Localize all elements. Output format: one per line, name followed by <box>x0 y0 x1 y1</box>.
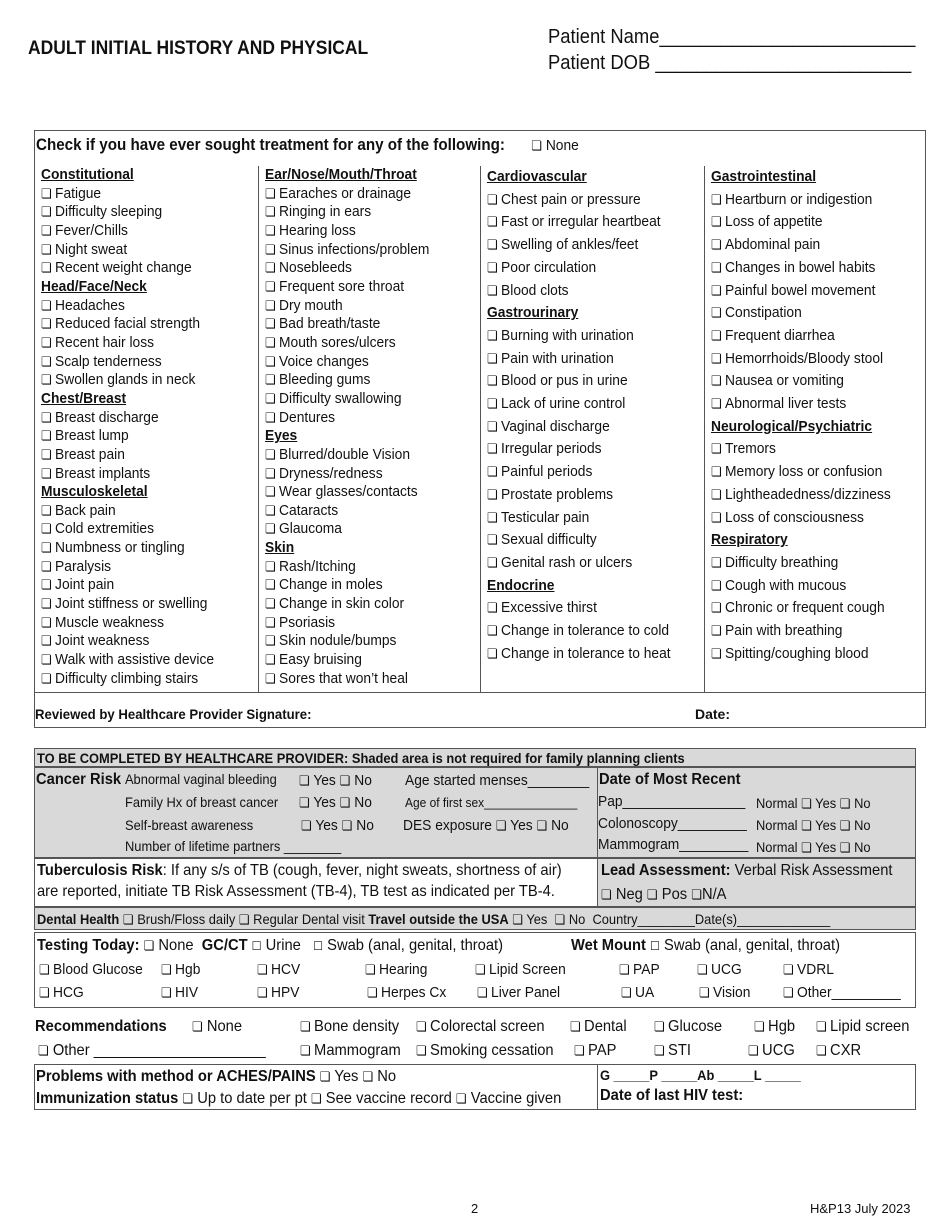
test-hcg[interactable]: ❏ HCG <box>39 984 84 1001</box>
test-other[interactable]: ❏ Other_________ <box>783 984 901 1001</box>
checkbox-recent-hair-loss[interactable]: ❏ Recent hair loss <box>41 333 155 351</box>
checkbox-icon: ❏ <box>487 532 502 548</box>
checkbox-testicular-pain[interactable]: ❏ Testicular pain <box>487 508 590 526</box>
history-question: Check if you have ever sought treatment for any of the following: ❏ None <box>36 136 579 154</box>
checkbox-icon: ❏ <box>41 204 56 220</box>
checkbox-rash-itching[interactable]: ❏ Rash/Itching <box>265 557 356 575</box>
checkbox-wear-glasses-contacts[interactable]: ❏ Wear glasses/contacts <box>265 483 418 501</box>
dental-visit-option[interactable]: Regular Dental visit <box>253 911 365 927</box>
checkbox-icon: ❏ <box>265 614 280 630</box>
checkbox-spitting-coughing-blood[interactable]: ❏ Spitting/coughing blood <box>711 644 869 662</box>
checkbox-icon: ❏ <box>265 558 280 574</box>
patient-dob-field[interactable]: Patient DOB _________________________ <box>548 52 912 74</box>
checkbox-headaches[interactable]: ❏ Headaches <box>41 296 125 314</box>
checkbox-dry-mouth[interactable]: ❏ Dry mouth <box>265 296 343 314</box>
checkbox-joint-weakness[interactable]: ❏ Joint weakness <box>41 632 150 650</box>
checkbox-icon: ❏ <box>711 600 726 616</box>
checkbox-icon: ❏ <box>41 260 56 276</box>
checkbox-back-pain[interactable]: ❏ Back pain <box>41 501 116 519</box>
other-recommendation-field[interactable]: ❏ Other _____________________ <box>38 1042 266 1059</box>
lead-assessment-section: Lead Assessment: Verbal Risk Assessment ❏ Neg ❏ Pos ❏N/A <box>597 858 916 907</box>
checkbox-change-in-moles[interactable]: ❏ Change in moles <box>265 576 383 594</box>
checkbox-icon: ❏ <box>41 372 56 388</box>
self-breast-yes-no[interactable]: ❏ Yes ❏ No <box>301 817 374 834</box>
test-hcv[interactable]: ❏ HCV <box>257 961 301 978</box>
checkbox-icon: ❏ <box>711 645 726 661</box>
checkbox-fatigue[interactable]: ❏ Fatigue <box>41 184 102 202</box>
checkbox-icon: ❏ <box>265 353 280 369</box>
recommend-smoking-cessation[interactable]: ❏ Smoking cessation <box>416 1042 554 1059</box>
checkbox-joint-stiffness-or-swelling[interactable]: ❏ Joint stiffness or swelling <box>41 595 208 613</box>
checkbox-swollen-glands-in-neck[interactable]: ❏ Swollen glands in neck <box>41 371 196 389</box>
checkbox-cough-with-mucous[interactable]: ❏ Cough with mucous <box>711 576 847 594</box>
checkbox-prostate-problems[interactable]: ❏ Prostate problems <box>487 485 614 503</box>
recommend-bone-density[interactable]: ❏ Bone density <box>300 1018 400 1035</box>
section-heading-endocrine: Endocrine <box>487 576 555 594</box>
abnormal-bleeding-yes-no[interactable]: ❏ Yes ❏ No <box>299 772 372 789</box>
checkbox-icon: ❏ <box>41 353 56 369</box>
checkbox-icon: ❏ <box>265 409 280 425</box>
lifetime-partners-field[interactable]: Number of lifetime partners ________ <box>125 838 342 854</box>
checkbox-difficulty-swallowing[interactable]: ❏ Difficulty swallowing <box>265 389 402 407</box>
checkbox-blood-or-pus-in-urine[interactable]: ❏ Blood or pus in urine <box>487 372 628 390</box>
checkbox-icon: ❏ <box>265 260 280 276</box>
test-vision[interactable]: ❏ Vision <box>699 984 751 1001</box>
test-lipid-screen[interactable]: ❏ Lipid Screen <box>475 961 566 978</box>
checkbox-hearing-loss[interactable]: ❏ Hearing loss <box>265 221 356 239</box>
section-heading-gastrourinary: Gastrourinary <box>487 304 579 322</box>
checkbox-heartburn-or-indigestion[interactable]: ❏ Heartburn or indigestion <box>711 190 873 208</box>
checkbox-psoriasis[interactable]: ❏ Psoriasis <box>265 613 336 631</box>
mammogram-date-field[interactable]: Mammogram_________ <box>598 836 749 853</box>
test-hiv[interactable]: ❏ HIV <box>161 984 199 1001</box>
checkbox-easy-bruising[interactable]: ❏ Easy bruising <box>265 651 362 669</box>
checkbox-icon: ❏ <box>41 297 56 313</box>
test-pap[interactable]: ❏ PAP <box>619 961 660 978</box>
checkbox-icon: ❏ <box>487 623 502 639</box>
checkbox-icon: ❏ <box>711 191 726 207</box>
checkbox-loss-of-consciousness[interactable]: ❏ Loss of consciousness <box>711 508 864 526</box>
checkbox-icon: ❏ <box>265 334 280 350</box>
checkbox-icon: ❏ <box>711 623 726 639</box>
recommend-mammogram[interactable]: ❏ Mammogram <box>300 1042 401 1059</box>
checkbox-icon: ❏ <box>41 465 56 481</box>
section-heading-ear-nose-mouth-throat: Ear/Nose/Mouth/Throat <box>265 166 417 183</box>
checkbox-icon: ❏ <box>487 600 502 616</box>
checkbox-abdominal-pain[interactable]: ❏ Abdominal pain <box>711 236 821 254</box>
checkbox-icon: ❏ <box>265 204 280 220</box>
test-vdrl[interactable]: ❏ VDRL <box>783 961 834 978</box>
immunization-see-vaccine-record[interactable]: ❏ See vaccine record <box>310 1090 452 1107</box>
recommend-hgb[interactable]: ❏ Hgb <box>754 1018 796 1035</box>
checkbox-icon: ❏ <box>711 259 726 275</box>
checkbox-icon: ❏ <box>41 222 56 238</box>
checkbox-fever-chills[interactable]: ❏ Fever/Chills <box>41 221 128 239</box>
checkbox-frequent-diarrhea[interactable]: ❏ Frequent diarrhea <box>711 326 835 344</box>
checkbox-icon: ❏ <box>41 596 56 612</box>
checkbox-icon: ❏ <box>531 138 542 153</box>
checkbox-earaches-or-drainage[interactable]: ❏ Earaches or drainage <box>265 184 412 202</box>
checkbox-painful-periods[interactable]: ❏ Painful periods <box>487 463 593 481</box>
checkbox-icon: ❏ <box>265 577 280 593</box>
checkbox-paralysis[interactable]: ❏ Paralysis <box>41 557 112 575</box>
checkbox-icon: ❏ <box>487 554 502 570</box>
checkbox-icon: ❏ <box>41 185 56 201</box>
gpal-hiv-section <box>597 1064 916 1110</box>
checkbox-cold-extremities[interactable]: ❏ Cold extremities <box>41 520 155 538</box>
checkbox-blurred-double-vision[interactable]: ❏ Blurred/double Vision <box>265 445 411 463</box>
checkbox-excessive-thirst[interactable]: ❏ Excessive thirst <box>487 599 597 617</box>
checkbox-icon: ❏ <box>487 486 502 502</box>
checkbox-icon: ❏ <box>265 652 280 668</box>
family-hx-yes-no[interactable]: ❏ Yes ❏ No <box>299 794 372 811</box>
checkbox-icon: ❏ <box>487 282 502 298</box>
testing-today-section: Testing Today: ❏ None GC/CT ☐ Urine ☐ Swab (anal, genital, throat) Wet Mount ☐ Swab (anal, genital, throat) ❏ Blood Glucose ❏ Hgb ❏ HCV ❏ Hearing ❏ Lipid Screen ❏ PAP ❏ UCG ❏ VDRL ❏ HCG ❏ HIV ❏ HPV ❏ Herpes Cx ❏ Liver Panel ❏ UA ❏ Vision ❏ Other_________ <box>34 932 916 1008</box>
checkbox-dryness-redness[interactable]: ❏ Dryness/redness <box>265 464 383 482</box>
test-ua[interactable]: ❏ UA <box>621 984 655 1001</box>
checkbox-change-in-tolerance-to-cold[interactable]: ❏ Change in tolerance to cold <box>487 622 670 640</box>
recommend-lipid-screen[interactable]: ❏ Lipid screen <box>816 1018 910 1035</box>
section-heading-head-face-neck: Head/Face/Neck <box>41 277 147 295</box>
checkbox-breast-implants[interactable]: ❏ Breast implants <box>41 464 151 482</box>
test-hearing[interactable]: ❏ Hearing <box>365 961 428 978</box>
checkbox-icon: ❏ <box>487 645 502 661</box>
checkbox-icon: ❏ <box>265 502 280 518</box>
checkbox-icon: ❏ <box>265 185 280 201</box>
checkbox-icon: ❏ <box>265 297 280 313</box>
checkbox-icon: ❏ <box>711 214 726 230</box>
checkbox-icon: ❏ <box>487 327 502 343</box>
checkbox-icon: ❏ <box>41 409 56 425</box>
checkbox-tremors[interactable]: ❏ Tremors <box>711 440 776 458</box>
section-heading-neurological-psychiatric: Neurological/Psychiatric <box>711 417 873 435</box>
checkbox-icon: ❏ <box>487 237 502 253</box>
checkbox-bad-breath-taste[interactable]: ❏ Bad breath/taste <box>265 315 381 333</box>
immunization-vaccine-given[interactable]: ❏ Vaccine given <box>455 1090 562 1107</box>
checkbox-vaginal-discharge[interactable]: ❏ Vaginal discharge <box>487 417 610 435</box>
checkbox-icon: ❏ <box>711 464 726 480</box>
checkbox-icon: ❏ <box>265 596 280 612</box>
checkbox-icon: ❏ <box>711 554 726 570</box>
checkbox-icon: ❏ <box>41 241 56 257</box>
checkbox-abnormal-liver-tests[interactable]: ❏ Abnormal liver tests <box>711 395 847 413</box>
checkbox-cataracts[interactable]: ❏ Cataracts <box>265 501 339 519</box>
gpal-field[interactable]: G _____P _____Ab _____L _____ <box>600 1067 801 1083</box>
checkbox-loss-of-appetite[interactable]: ❏ Loss of appetite <box>711 213 823 231</box>
section-heading-respiratory: Respiratory <box>711 531 788 549</box>
checkbox-swelling-of-ankles-feet[interactable]: ❏ Swelling of ankles/feet <box>487 236 639 254</box>
test-blood-glucose[interactable]: ❏ Blood Glucose <box>39 961 143 978</box>
checkbox-icon: ❏ <box>265 446 280 462</box>
checkbox-change-in-tolerance-to-heat[interactable]: ❏ Change in tolerance to heat <box>487 644 671 662</box>
checkbox-numbness-or-tingling[interactable]: ❏ Numbness or tingling <box>41 539 185 557</box>
checkbox-difficulty-breathing[interactable]: ❏ Difficulty breathing <box>711 553 839 571</box>
section-heading-cardiovascular: Cardiovascular <box>487 168 587 185</box>
checkbox-icon: ❏ <box>711 237 726 253</box>
checkbox-icon: ❏ <box>41 540 56 556</box>
pap-date-field[interactable]: Pap________________ <box>598 793 746 810</box>
provider-signature-label: Reviewed by Healthcare Provider Signature: <box>35 706 312 722</box>
checkbox-pain-with-urination[interactable]: ❏ Pain with urination <box>487 349 614 367</box>
checkbox-memory-loss-or-confusion[interactable]: ❏ Memory loss or confusion <box>711 463 883 481</box>
colonoscopy-date-field[interactable]: Colonoscopy_________ <box>598 815 747 832</box>
section-heading-eyes: Eyes <box>265 427 298 445</box>
signature-date-label: Date: <box>695 706 731 722</box>
history-column-4 <box>705 166 927 692</box>
checkbox-muscle-weakness[interactable]: ❏ Muscle weakness <box>41 613 164 631</box>
checkbox-icon: ❏ <box>41 558 56 574</box>
checkbox-chest-pain-or-pressure[interactable]: ❏ Chest pain or pressure <box>487 190 641 208</box>
checkbox-icon: ❏ <box>487 214 502 230</box>
provider-banner: TO BE COMPLETED BY HEALTHCARE PROVIDER: Shaded area is not required for family planning clients <box>34 748 916 767</box>
checkbox-icon: ❏ <box>41 446 56 462</box>
checkbox-sores-that-won-t-heal[interactable]: ❏ Sores that won’t heal <box>265 669 408 687</box>
checkbox-icon: ❏ <box>487 373 502 389</box>
checkbox-icon: ❏ <box>711 577 726 593</box>
recommend-colorectal-screen[interactable]: ❏ Colorectal screen <box>416 1018 545 1035</box>
checkbox-skin-nodule-bumps[interactable]: ❏ Skin nodule/bumps <box>265 632 397 650</box>
checkbox-sexual-difficulty[interactable]: ❏ Sexual difficulty <box>487 531 597 549</box>
form-title: ADULT INITIAL HISTORY AND PHYSICAL <box>28 38 369 59</box>
history-section <box>34 130 926 728</box>
immunization-up-to-date-per-pt[interactable]: ❏ Up to date per pt <box>182 1090 307 1107</box>
checkbox-fast-or-irregular-heartbeat[interactable]: ❏ Fast or irregular heartbeat <box>487 213 661 231</box>
lead-options[interactable]: ❏ Neg ❏ Pos ❏N/A <box>601 886 727 903</box>
checkbox-icon: ❏ <box>711 396 726 412</box>
pap-normal[interactable]: Normal ❏ Yes ❏ No <box>756 795 871 811</box>
checkbox-icon: ❏ <box>265 278 280 294</box>
checkbox-changes-in-bowel-habits[interactable]: ❏ Changes in bowel habits <box>711 258 876 276</box>
checkbox-icon: ❏ <box>41 577 56 593</box>
checkbox-joint-pain[interactable]: ❏ Joint pain <box>41 576 115 594</box>
checkbox-frequent-sore-throat[interactable]: ❏ Frequent sore throat <box>265 277 405 295</box>
recommend-cxr[interactable]: ❏ CXR <box>816 1042 862 1059</box>
checkbox-icon: ❏ <box>41 334 56 350</box>
checkbox-difficulty-sleeping[interactable]: ❏ Difficulty sleeping <box>41 203 163 221</box>
checkbox-icon: ❏ <box>487 350 502 366</box>
checkbox-change-in-skin-color[interactable]: ❏ Change in skin color <box>265 595 405 613</box>
checkbox-icon: ❏ <box>265 241 280 257</box>
tuberculosis-section: Tuberculosis Risk: If any s/s of TB (cough, fever, night sweats, shortness of air) are reported, initiate TB Risk Assessment (TB-4), TB test as indicated per TB-4. <box>34 858 598 907</box>
checkbox-icon: ❏ <box>265 316 280 332</box>
checkbox-icon: ❏ <box>41 670 56 686</box>
checkbox-icon: ❏ <box>487 418 502 434</box>
checkbox-icon: ❏ <box>711 327 726 343</box>
page-number: 2 <box>471 1201 479 1216</box>
checkbox-icon: ❏ <box>265 390 280 406</box>
checkbox-icon: ❏ <box>41 652 56 668</box>
checkbox-lack-of-urine-control[interactable]: ❏ Lack of urine control <box>487 395 626 413</box>
section-heading-gastrointestinal: Gastrointestinal <box>711 168 817 185</box>
des-exposure[interactable]: DES exposure ❏ Yes ❏ No <box>403 817 569 834</box>
history-column-3 <box>481 166 705 692</box>
date-most-recent-section: Date of Most Recent Pap________________ Colonoscopy_________ Mammogram_________ Normal ❏ Yes ❏ No Normal ❏ Yes ❏ No Normal ❏ Yes ❏ No <box>597 767 916 858</box>
checkbox-genital-rash-or-ulcers[interactable]: ❏ Genital rash or ulcers <box>487 553 633 571</box>
checkbox-icon: ❏ <box>711 486 726 502</box>
section-heading-skin: Skin <box>265 539 295 557</box>
checkbox-chronic-or-frequent-cough[interactable]: ❏ Chronic or frequent cough <box>711 599 885 617</box>
checkbox-reduced-facial-strength[interactable]: ❏ Reduced facial strength <box>41 315 201 333</box>
test-hgb[interactable]: ❏ Hgb <box>161 961 201 978</box>
checkbox-icon: ❏ <box>265 633 280 649</box>
checkbox-pain-with-breathing[interactable]: ❏ Pain with breathing <box>711 622 843 640</box>
checkbox-icon: ❏ <box>711 350 726 366</box>
checkbox-breast-discharge[interactable]: ❏ Breast discharge <box>41 408 159 426</box>
checkbox-painful-bowel-movement[interactable]: ❏ Painful bowel movement <box>711 281 876 299</box>
form-code: H&P13 July 2023 <box>810 1201 911 1216</box>
brush-floss-option[interactable]: Brush/Floss daily <box>137 911 236 927</box>
recommend-ucg[interactable]: ❏ UCG <box>748 1042 795 1059</box>
patient-name-field[interactable]: Patient Name_________________________ <box>548 26 916 48</box>
checkbox-icon: ❏ <box>265 465 280 481</box>
checkbox-icon: ❏ <box>487 396 502 412</box>
colonoscopy-normal[interactable]: Normal ❏ Yes ❏ No <box>756 817 871 833</box>
test-hpv[interactable]: ❏ HPV <box>257 984 300 1001</box>
checkbox-icon: ❏ <box>265 670 280 686</box>
checkbox-walk-with-assistive-device[interactable]: ❏ Walk with assistive device <box>41 651 215 669</box>
checkbox-blood-clots[interactable]: ❏ Blood clots <box>487 281 569 299</box>
checkbox-icon: ❏ <box>265 222 280 238</box>
checkbox-icon: ❏ <box>487 259 502 275</box>
mammogram-normal[interactable]: Normal ❏ Yes ❏ No <box>756 839 871 855</box>
checkbox-icon: ❏ <box>41 633 56 649</box>
checkbox-icon: ❏ <box>41 428 56 444</box>
history-checklist <box>35 131 925 693</box>
checkbox-breast-lump[interactable]: ❏ Breast lump <box>41 427 129 445</box>
recommendations-section: Recommendations ❏ None ❏ Bone density ❏ Colorectal screen ❏ Dental ❏ Glucose ❏ Hgb ❏ Lipid screen ❏ Other _____________________ ❏ Mammogram ❏ Smoking cessation ❏ PAP ❏ STI ❏ UCG ❏ CXR <box>35 1018 910 1059</box>
dental-travel-row: Dental Health ❏ Brush/Floss daily ❏ Regular Dental visit Travel outside the USA ❏ Yes ❏ No Country________Date(s)_____________ <box>34 907 916 930</box>
checkbox-lightheadedness-dizziness[interactable]: ❏ Lightheadedness/dizziness <box>711 485 891 503</box>
section-heading-constitutional: Constitutional <box>41 166 134 183</box>
history-column-2 <box>259 166 481 692</box>
age-first-sex-field[interactable]: Age of first sex______________ <box>405 795 578 810</box>
checkbox-night-sweat[interactable]: ❏ Night sweat <box>41 240 128 258</box>
checkbox-breast-pain[interactable]: ❏ Breast pain <box>41 445 125 463</box>
checkbox-dentures[interactable]: ❏ Dentures <box>265 408 336 426</box>
checkbox-ringing-in-ears[interactable]: ❏ Ringing in ears <box>265 203 372 221</box>
checkbox-icon: ❏ <box>487 191 502 207</box>
checkbox-icon: ❏ <box>41 502 56 518</box>
test-liver-panel[interactable]: ❏ Liver Panel <box>477 984 561 1001</box>
test-herpes-cx[interactable]: ❏ Herpes Cx <box>367 984 447 1001</box>
checkbox-glaucoma[interactable]: ❏ Glaucoma <box>265 520 342 538</box>
checkbox-icon: ❏ <box>265 372 280 388</box>
checkbox-poor-circulation[interactable]: ❏ Poor circulation <box>487 258 597 276</box>
checkbox-sinus-infections-problem[interactable]: ❏ Sinus infections/problem <box>265 240 430 258</box>
checkbox-icon: ❏ <box>41 316 56 332</box>
test-ucg[interactable]: ❏ UCG <box>697 961 742 978</box>
none-option[interactable]: ❏ None <box>531 137 579 154</box>
checkbox-difficulty-climbing-stairs[interactable]: ❏ Difficulty climbing stairs <box>41 669 199 687</box>
checkbox-icon: ❏ <box>711 282 726 298</box>
country-date-field[interactable]: Country________Date(s)_____________ <box>592 911 831 927</box>
section-heading-musculoskeletal: Musculoskeletal <box>41 483 148 501</box>
checkbox-icon: ❏ <box>487 509 502 525</box>
checkbox-icon: ❏ <box>711 441 726 457</box>
cancer-risk-section: Cancer Risk Abnormal vaginal bleeding ❏ Yes ❏ No Age started menses________ Family Hx of breast cancer ❏ Yes ❏ No Age of first sex______________ Self-breast awareness ❏ Yes ❏ No DES exposure ❏ Yes ❏ No Number of lifetime partners ________ <box>34 767 598 858</box>
checkbox-icon: ❏ <box>711 305 726 321</box>
checkbox-nosebleeds[interactable]: ❏ Nosebleeds <box>265 259 352 277</box>
checkbox-icon: ❏ <box>487 464 502 480</box>
checkbox-icon: ❏ <box>711 509 726 525</box>
checkbox-icon: ❏ <box>41 614 56 630</box>
recommend-dental[interactable]: ❏ Dental <box>570 1018 627 1035</box>
checkbox-voice-changes[interactable]: ❏ Voice changes <box>265 352 369 370</box>
checkbox-irregular-periods[interactable]: ❏ Irregular periods <box>487 440 602 458</box>
checkbox-recent-weight-change[interactable]: ❏ Recent weight change <box>41 259 192 277</box>
checkbox-mouth-sores-ulcers[interactable]: ❏ Mouth sores/ulcers <box>265 333 396 351</box>
age-started-menses-field[interactable]: Age started menses________ <box>405 772 590 789</box>
checkbox-icon: ❏ <box>487 441 502 457</box>
checkbox-icon: ❏ <box>41 521 56 537</box>
recommend-pap[interactable]: ❏ PAP <box>574 1042 617 1059</box>
recommend-glucose[interactable]: ❏ Glucose <box>654 1018 723 1035</box>
problems-immunization-section: Problems with method or ACHES/PAINS ❏ Yes ❏ No Immunization status ❏ Up to date per pt ❏ See vaccine record ❏ Vaccine given <box>34 1064 598 1110</box>
checkbox-hemorrhoids-bloody-stool[interactable]: ❏ Hemorrhoids/Bloody stool <box>711 349 884 367</box>
checkbox-scalp-tenderness[interactable]: ❏ Scalp tenderness <box>41 352 162 370</box>
checkbox-constipation[interactable]: ❏ Constipation <box>711 304 802 322</box>
checkbox-bleeding-gums[interactable]: ❏ Bleeding gums <box>265 371 371 389</box>
checkbox-nausea-or-vomiting[interactable]: ❏ Nausea or vomiting <box>711 372 844 390</box>
hiv-test-date-label: Date of last HIV test: <box>600 1087 744 1104</box>
checkbox-icon: ❏ <box>711 373 726 389</box>
checkbox-burning-with-urination[interactable]: ❏ Burning with urination <box>487 326 634 344</box>
recommend-sti[interactable]: ❏ STI <box>654 1042 691 1059</box>
checkbox-icon: ❏ <box>265 521 280 537</box>
section-heading-chest-breast: Chest/Breast <box>41 389 127 407</box>
checkbox-icon: ❏ <box>265 484 280 500</box>
history-column-1 <box>35 166 259 692</box>
